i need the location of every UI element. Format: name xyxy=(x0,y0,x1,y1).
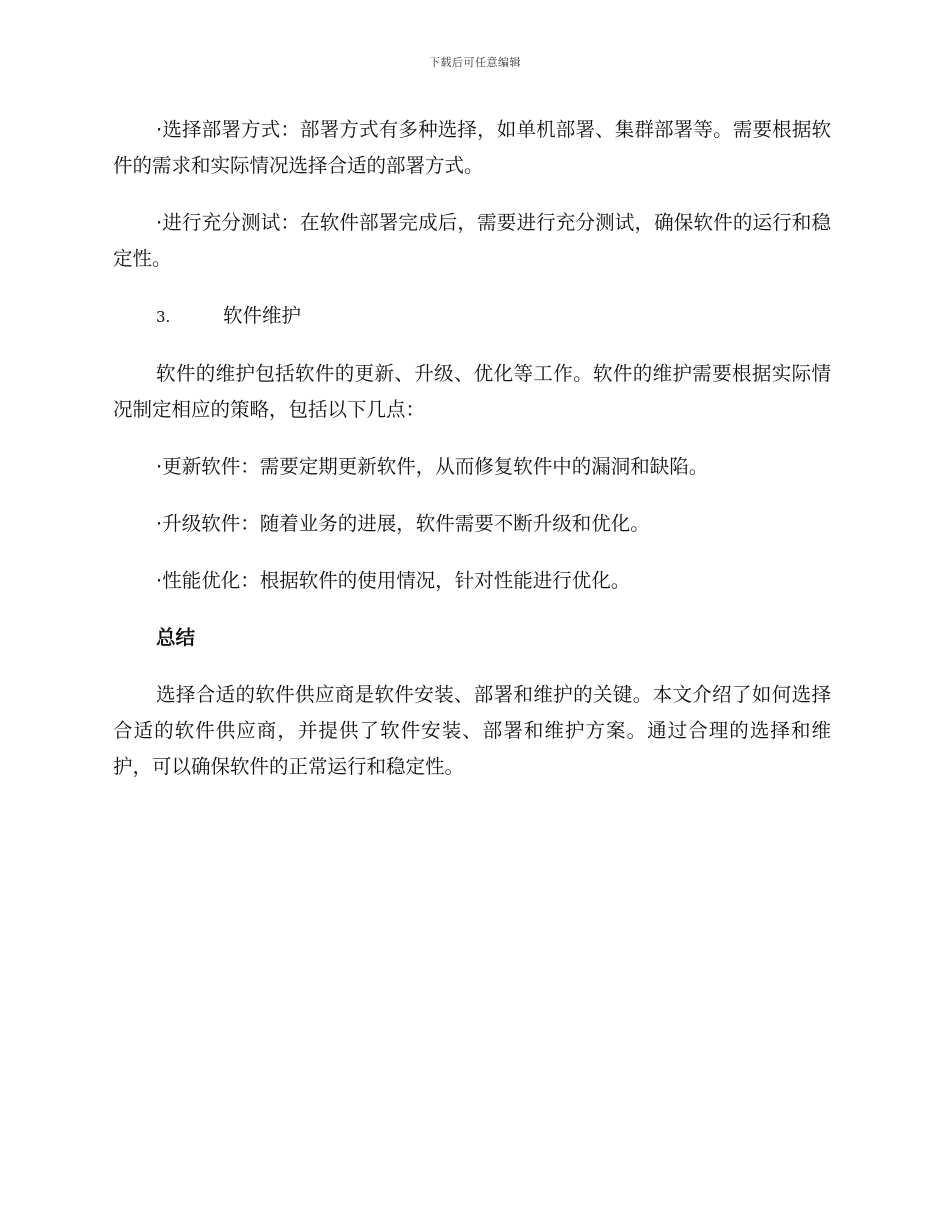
document-body xyxy=(113,112,831,806)
bullet-deployment-method: ·选择部署方式：部署方式有多种选择，如单机部署、集群部署等。需要根据软件的需求和实际情况选择合适的部署方式。 xyxy=(113,118,831,177)
summary-text: 选择合适的软件供应商是软件安装、部署和维护的关键。本文介绍了如何选择合适的软件供应商，并提供了软件安装、部署和维护方案。通过合理的选择和维护，可以确保软件的正常运行和稳定性。 xyxy=(113,683,831,778)
maintenance-intro: 软件的维护包括软件的更新、升级、优化等工作。软件的维护需要根据实际情况制定相应的策略，包括以下几点： xyxy=(113,362,831,421)
bullet-update-software: ·更新软件：需要定期更新软件，从而修复软件中的漏洞和缺陷。 xyxy=(156,455,709,478)
bullet-full-testing: ·进行充分测试：在软件部署完成后，需要进行充分测试，确保软件的运行和稳定性。 xyxy=(113,211,831,270)
bullet-performance-optimization: ·性能优化：根据软件的使用情况，针对性能进行优化。 xyxy=(156,569,631,592)
bullet-upgrade-software: ·升级软件：随着业务的进展，软件需要不断升级和优化。 xyxy=(156,512,650,535)
section-title: 软件维护 xyxy=(223,304,302,327)
summary-heading: 总结 xyxy=(156,626,196,649)
header-note: 下载后可任意编辑 xyxy=(429,56,521,69)
section-heading-maintenance xyxy=(113,298,831,335)
section-number: 3. xyxy=(156,308,171,326)
